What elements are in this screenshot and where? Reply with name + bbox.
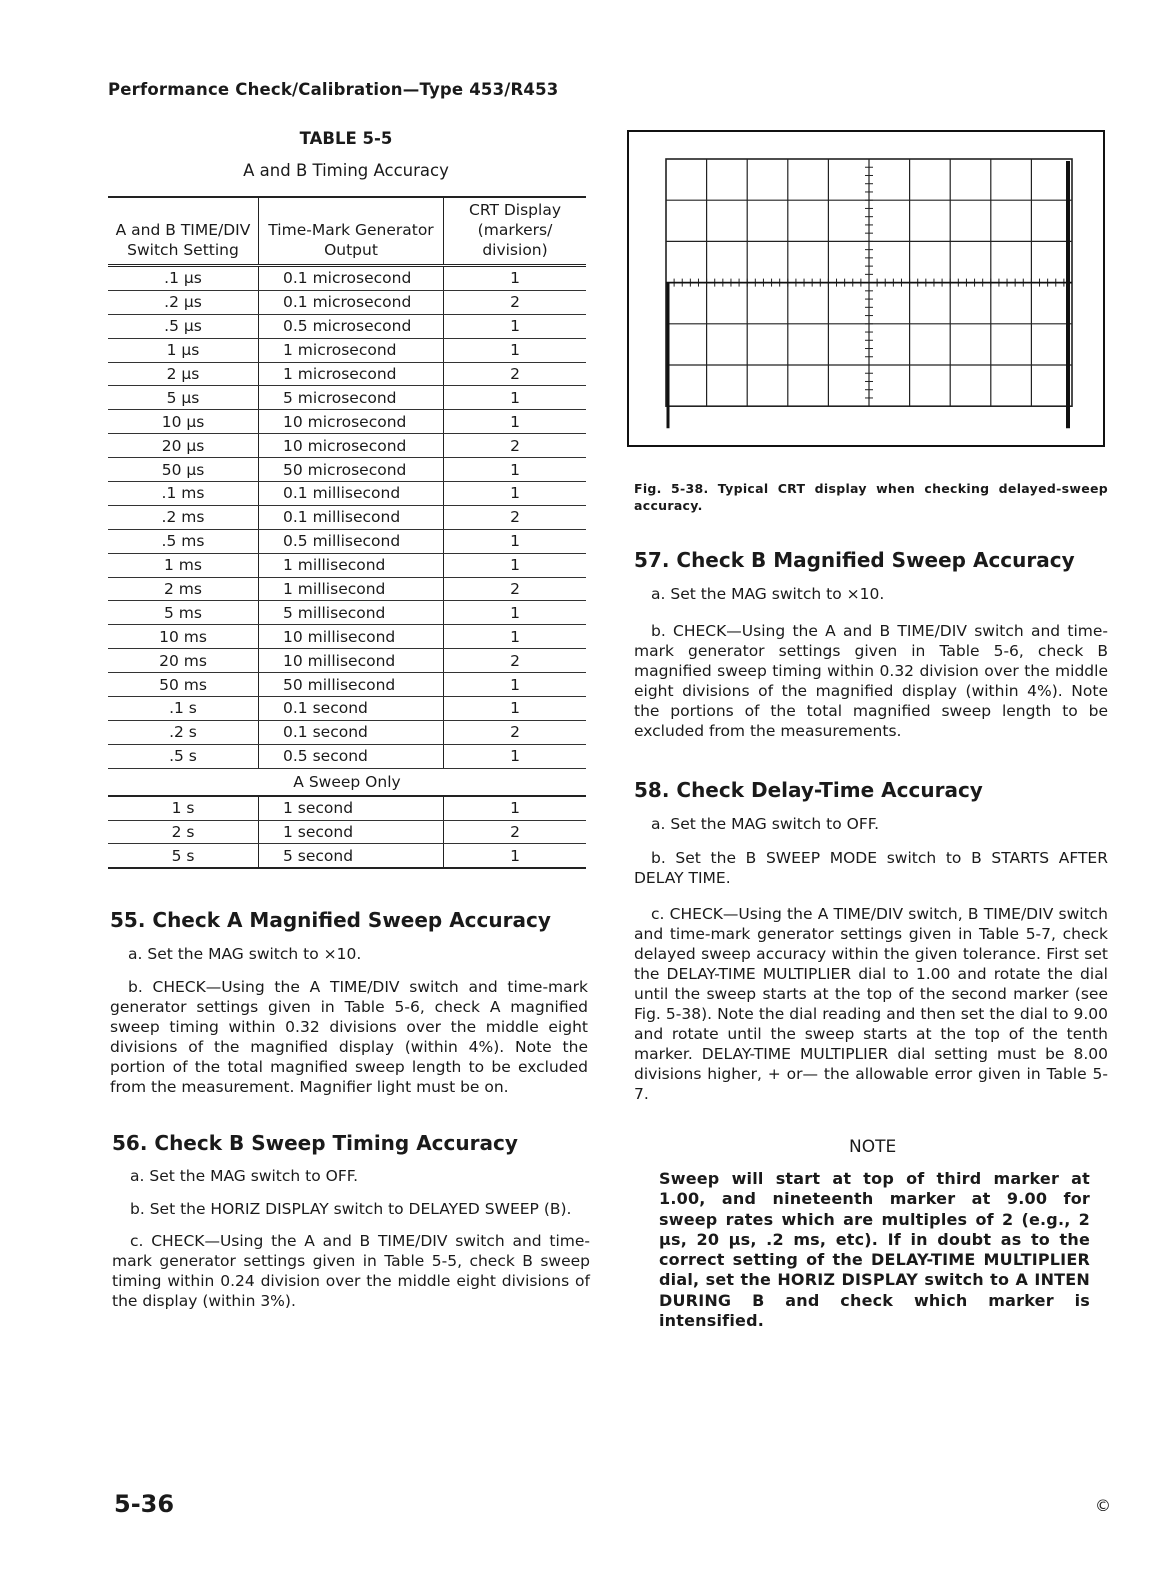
column-header: CRT Display (markers/ division) (444, 197, 587, 266)
table-cell: 1 (444, 796, 587, 820)
section-heading: 58. Check Delay-Time Accuracy (634, 778, 983, 802)
table-cell: 5 second (259, 844, 444, 868)
table-row (108, 649, 586, 673)
step-text: a. Set the MAG switch to ×10. (128, 945, 362, 963)
table-row (108, 625, 586, 649)
table-cell: 0.1 second (259, 697, 444, 721)
table-cell: 0.1 second (259, 720, 444, 744)
table-cell: 1 millisecond (259, 577, 444, 601)
table-cell: 1 second (259, 796, 444, 820)
copyright-symbol: © (1095, 1496, 1111, 1515)
table-row (108, 386, 586, 410)
table-row (108, 744, 586, 768)
table-row (108, 720, 586, 744)
table-cell: 5 microsecond (259, 386, 444, 410)
table-cell: 0.1 microsecond (259, 266, 444, 291)
table-cell: 1 (444, 458, 587, 482)
table-cell: 50 ms (108, 673, 259, 697)
table-cell: 2 s (108, 820, 259, 844)
table-cell: 20 μs (108, 434, 259, 458)
table-cell: .2 ms (108, 505, 259, 529)
table-cell: 10 microsecond (259, 410, 444, 434)
table-cell: 10 millisecond (259, 625, 444, 649)
table-cell: 0.1 millisecond (259, 505, 444, 529)
table-cell: 2 (444, 649, 587, 673)
table-cell: 2 μs (108, 362, 259, 386)
step-text: b. CHECK—Using the A and B TIME/DIV switch and time-mark generator settings given in Table 5-6, check B magnified sweep timing within 0.32 division over the middle eight divisions of the magnified display (within 4%). Note the portions of the total magnified sweep length to be excluded from the measurements. (634, 622, 1108, 740)
table-cell: 5 ms (108, 601, 259, 625)
table-cell: 1 millisecond (259, 553, 444, 577)
table-cell: 10 ms (108, 625, 259, 649)
table-cell: 2 (444, 505, 587, 529)
section-heading: 55. Check A Magnified Sweep Accuracy (110, 908, 551, 932)
table-cell: 1 (444, 386, 587, 410)
step-text: b. Set the B SWEEP MODE switch to B STARTS AFTER DELAY TIME. (634, 849, 1108, 887)
figure-caption: Fig. 5-38. Typical CRT display when checking delayed-sweep accuracy. (634, 481, 1108, 513)
table-cell: 1 microsecond (259, 362, 444, 386)
table-row (108, 290, 586, 314)
table-cell: 1 (444, 529, 587, 553)
table-cell: 0.5 microsecond (259, 314, 444, 338)
table-cell: 50 millisecond (259, 673, 444, 697)
table-cell: 1 (444, 744, 587, 768)
table-row (108, 796, 586, 820)
crt-display-figure (627, 130, 1105, 447)
note-heading: NOTE (849, 1137, 897, 1157)
table-subtitle: A and B Timing Accuracy (243, 161, 449, 180)
table-row (108, 601, 586, 625)
table-cell: 2 (444, 577, 587, 601)
table-cell: .5 ms (108, 529, 259, 553)
table-row (108, 314, 586, 338)
table-row (108, 505, 586, 529)
table-cell: 1 (444, 314, 587, 338)
table-cell: 1 (444, 673, 587, 697)
table-cell: 10 microsecond (259, 434, 444, 458)
table-cell: 1 (444, 697, 587, 721)
table-cell: .2 μs (108, 290, 259, 314)
table-row (108, 844, 586, 868)
table-row (108, 697, 586, 721)
running-header: Performance Check/Calibration—Type 453/R453 (108, 80, 559, 99)
table-row (108, 553, 586, 577)
table-row (108, 673, 586, 697)
column-header: Time-Mark Generator Output (259, 197, 444, 266)
table-cell: 2 (444, 362, 587, 386)
table-cell: 20 ms (108, 649, 259, 673)
step-text: c. CHECK—Using the A and B TIME/DIV switch and time-mark generator settings given in Table 5-5, check B sweep timing within 0.24 division over the middle eight divisions of the display (within 3%). (112, 1232, 590, 1310)
table-cell: .5 s (108, 744, 259, 768)
table-cell: 0.5 millisecond (259, 529, 444, 553)
table-cell: 1 (444, 338, 587, 362)
note-body: Sweep will start at top of third marker at 1.00, and nineteenth marker at 9.00 for sweep rates which are multiples of 2 (e.g., 2 μs, 20 μs, .2 ms, etc). If in doubt as to the correct setting of the DELAY-TIME MULTIPLIER dial, set the HORIZ DISPLAY switch to A INTEN DURING B and check which marker is intensified. (659, 1169, 1090, 1331)
step-text: a. Set the MAG switch to OFF. (130, 1167, 359, 1185)
table-cell: 0.5 second (259, 744, 444, 768)
table-row (108, 410, 586, 434)
table-cell: 2 (444, 434, 587, 458)
table-cell: 2 (444, 290, 587, 314)
table-cell: .2 s (108, 720, 259, 744)
crt-graticule-svg (629, 132, 1102, 444)
table-cell: 50 μs (108, 458, 259, 482)
step-text: a. Set the MAG switch to OFF. (651, 815, 880, 833)
table-cell: .5 μs (108, 314, 259, 338)
step-text: a. Set the MAG switch to ×10. (651, 585, 885, 603)
table-row (108, 434, 586, 458)
section-heading: 57. Check B Magnified Sweep Accuracy (634, 548, 1075, 572)
table-title: TABLE 5-5 (299, 129, 393, 148)
table-body (108, 266, 586, 869)
timing-table (108, 196, 586, 869)
table-cell: 1 (444, 553, 587, 577)
table-cell: 10 millisecond (259, 649, 444, 673)
table-cell: 1 (444, 482, 587, 506)
table-cell: 1 ms (108, 553, 259, 577)
table-cell: .1 ms (108, 482, 259, 506)
table-row (108, 768, 586, 796)
table-row (108, 820, 586, 844)
table-cell: 1 (444, 410, 587, 434)
table-cell: 5 μs (108, 386, 259, 410)
step-text: c. CHECK—Using the A TIME/DIV switch, B TIME/DIV switch and time-mark generator settings given in Table 5-7, check delayed sweep accuracy within the given tolerance. First set the DELAY-TIME MULTIPLIER dial to 1.00 and rotate the dial until the sweep starts at the top of the second marker (see Fig. 5-38). Note the dial reading and then set the dial to 9.00 and rotate until the sweep starts at the top of the tenth marker. DELAY-TIME MULTIPLIER dial setting must be 8.00 divisions higher, + or— the allowable error given in Table 5-7. (634, 905, 1108, 1103)
step-text: b. CHECK—Using the A TIME/DIV switch and time-mark generator settings given in Table 5-6, check A magnified sweep timing within 0.32 divisions over the middle eight divisions of the magnified display (within 4%). Note the portion of the total magnified sweep length to be excluded from the measurement. Magnifier light must be on. (110, 978, 588, 1096)
section-heading: 56. Check B Sweep Timing Accuracy (112, 1131, 518, 1155)
table-cell: 1 microsecond (259, 338, 444, 362)
table-cell: .1 μs (108, 266, 259, 291)
table-cell: 0.1 millisecond (259, 482, 444, 506)
table-cell: 1 (444, 266, 587, 291)
page-number: 5-36 (114, 1490, 175, 1518)
table-cell: 1 s (108, 796, 259, 820)
table-cell: 1 second (259, 820, 444, 844)
table-row (108, 458, 586, 482)
table-cell: 1 (444, 625, 587, 649)
table-row (108, 529, 586, 553)
table-row (108, 362, 586, 386)
table-cell: 1 (444, 844, 587, 868)
table-cell: 5 millisecond (259, 601, 444, 625)
table-row (108, 482, 586, 506)
step-text: b. Set the HORIZ DISPLAY switch to DELAYED SWEEP (B). (130, 1200, 572, 1218)
table-cell: 10 μs (108, 410, 259, 434)
table-cell: 1 μs (108, 338, 259, 362)
table-row (108, 266, 586, 291)
table-cell: 0.1 microsecond (259, 290, 444, 314)
table-cell: 2 (444, 820, 587, 844)
table-cell: 1 (444, 601, 587, 625)
table-cell: 5 s (108, 844, 259, 868)
table-cell: 2 ms (108, 577, 259, 601)
table-row (108, 577, 586, 601)
table-cell: 50 microsecond (259, 458, 444, 482)
table-cell: .1 s (108, 697, 259, 721)
table-row (108, 338, 586, 362)
column-header: A and B TIME/DIV Switch Setting (108, 197, 259, 266)
sweep-only-label: A Sweep Only (108, 768, 586, 796)
table-cell: 2 (444, 720, 587, 744)
